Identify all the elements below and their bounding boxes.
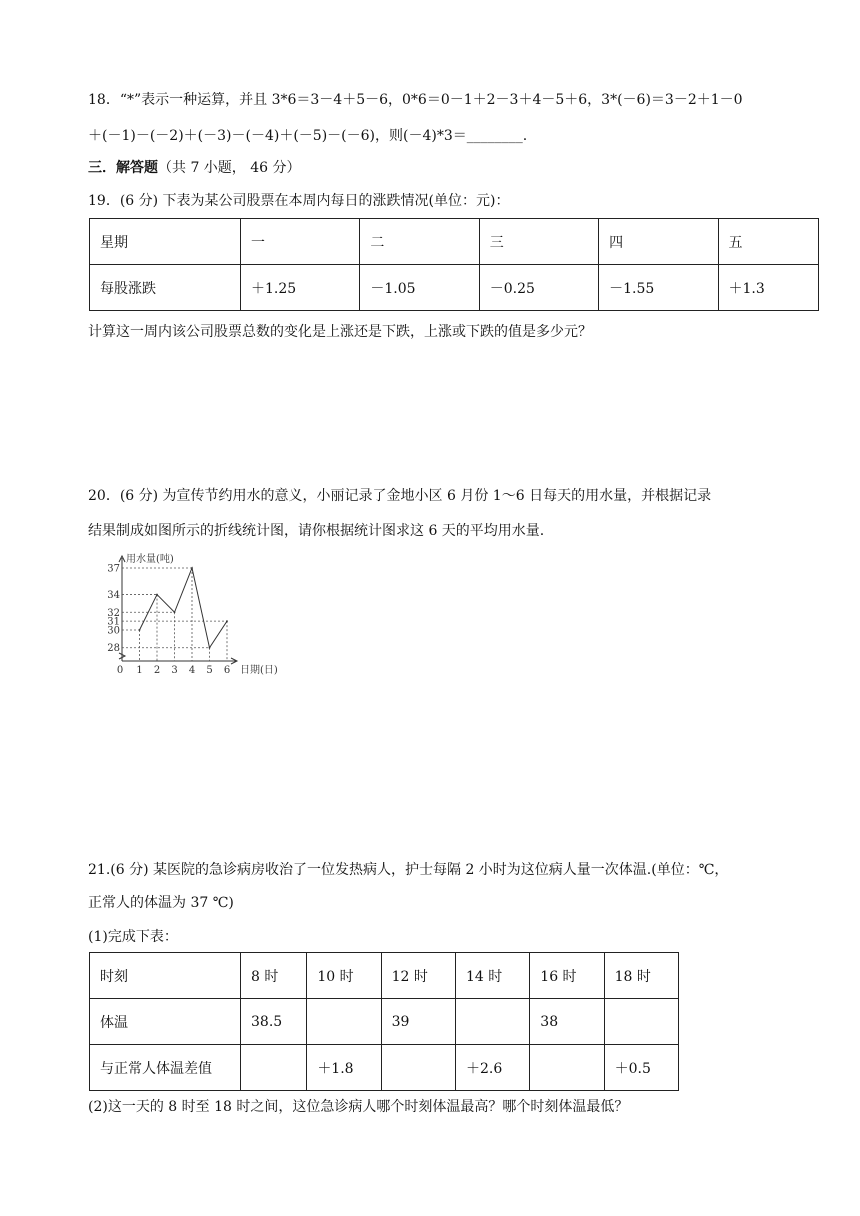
table-cell: －0.25 [479,265,598,311]
water-usage-line-chart [100,548,300,680]
table-cell: 二 [360,219,479,265]
table-cell: ＋1.25 [241,265,360,311]
x-axis-label: 日期(日) [240,665,278,676]
y-tick-label: 34 [107,590,120,602]
section-title: 三．解答题 [88,160,158,176]
q19-intro: 19．(6 分) 下表为某公司股票在本周内每日的涨跌情况(单位：元)： [88,193,510,209]
table-cell [530,1045,604,1091]
table-row [90,265,819,311]
q18-line-2: ＋(－1)－(－2)＋(－3)－(－4)＋(－5)－(－6)，则(－4)*3＝________. [88,128,528,144]
table-cell: 时刻 [90,953,241,999]
table-cell: 16 时 [530,953,604,999]
table-cell: 12 时 [381,953,455,999]
x-tick-label: 6 [223,665,231,676]
stock-change-table [89,218,819,311]
series-line [140,568,228,648]
table-cell: ＋0.5 [604,1045,678,1091]
table-cell: 8 时 [241,953,307,999]
x-tick-label: 2 [153,665,161,676]
data-point [226,620,228,622]
q21-line-1: 21.(6 分) 某医院的急诊病房收治了一位发热病人，护士每隔 2 小时为这位病人量一次体温.(单位：℃， [88,862,729,878]
x-tick-label: 3 [171,665,178,676]
data-point [209,647,211,649]
table-cell: 39 [381,999,455,1045]
table-cell: －1.05 [360,265,479,311]
data-point [191,567,193,569]
table-cell: 五 [718,219,819,265]
table-row [90,999,679,1045]
q21-line-2: 正常人的体温为 37 ℃) [88,895,234,911]
q21-part-1: (1)完成下表： [88,929,178,945]
y-axis-label: 用水量(吨) [126,554,174,565]
q18-line-1: 18．“*”表示一种运算，并且 3*6＝3－4＋5－6，0*6＝0－1＋2－3＋4－5＋6，3*(－6)＝3－2＋1－0 [88,92,743,108]
x-tick-label: 1 [136,665,143,676]
table-cell [604,999,678,1045]
x-tick-label: 5 [206,665,213,676]
table-cell: 星期 [90,219,241,265]
table-row [90,219,819,265]
x-tick-label: 4 [188,665,196,676]
data-point [139,629,141,631]
data-point [156,594,158,596]
y-tick-label: 28 [107,643,120,655]
y-tick-label: 32 [107,607,120,619]
q19-question: 计算这一周内该公司股票总数的变化是上涨还是下跌，上涨或下跌的值是多少元？ [88,324,592,340]
y-tick-label: 31 [107,616,120,628]
table-cell: ＋1.8 [307,1045,381,1091]
y-tick-label: 37 [107,563,120,575]
table-cell [381,1045,455,1091]
table-cell: ＋2.6 [455,1045,529,1091]
table-cell: 10 时 [307,953,381,999]
temperature-table [89,952,679,1091]
table-cell: 四 [599,219,718,265]
section-heading [88,158,301,178]
table-cell: 14 时 [455,953,529,999]
section-note: （共 7 小题， 46 分） [158,160,301,176]
table-cell: 三 [479,219,598,265]
table-cell [455,999,529,1045]
table-cell [241,1045,307,1091]
table-cell: 与正常人体温差值 [90,1045,241,1091]
table-cell: ＋1.3 [718,265,819,311]
data-point [174,611,176,613]
table-cell [307,999,381,1045]
q20-line-1: 20．(6 分) 为宣传节约用水的意义，小丽记录了金地小区 6 月份 1～6 日每天的用水量，并根据记录 [88,488,712,504]
table-cell: 体温 [90,999,241,1045]
table-cell: －1.55 [599,265,718,311]
table-row [90,1045,679,1091]
table-cell: 一 [241,219,360,265]
y-tick-label: 30 [107,625,120,637]
table-row [90,953,679,999]
q21-part-2: (2)这一天的 8 时至 18 时之间，这位急诊病人哪个时刻体温最高？哪个时刻体温最低？ [88,1099,629,1115]
table-cell: 18 时 [604,953,678,999]
table-cell: 38 [530,999,604,1045]
table-cell: 38.5 [241,999,307,1045]
table-cell: 每股涨跌 [90,265,241,311]
x-tick-label: 0 [116,665,124,676]
q20-line-2: 结果制成如图所示的折线统计图，请你根据统计图求这 6 天的平均用水量. [88,523,545,539]
